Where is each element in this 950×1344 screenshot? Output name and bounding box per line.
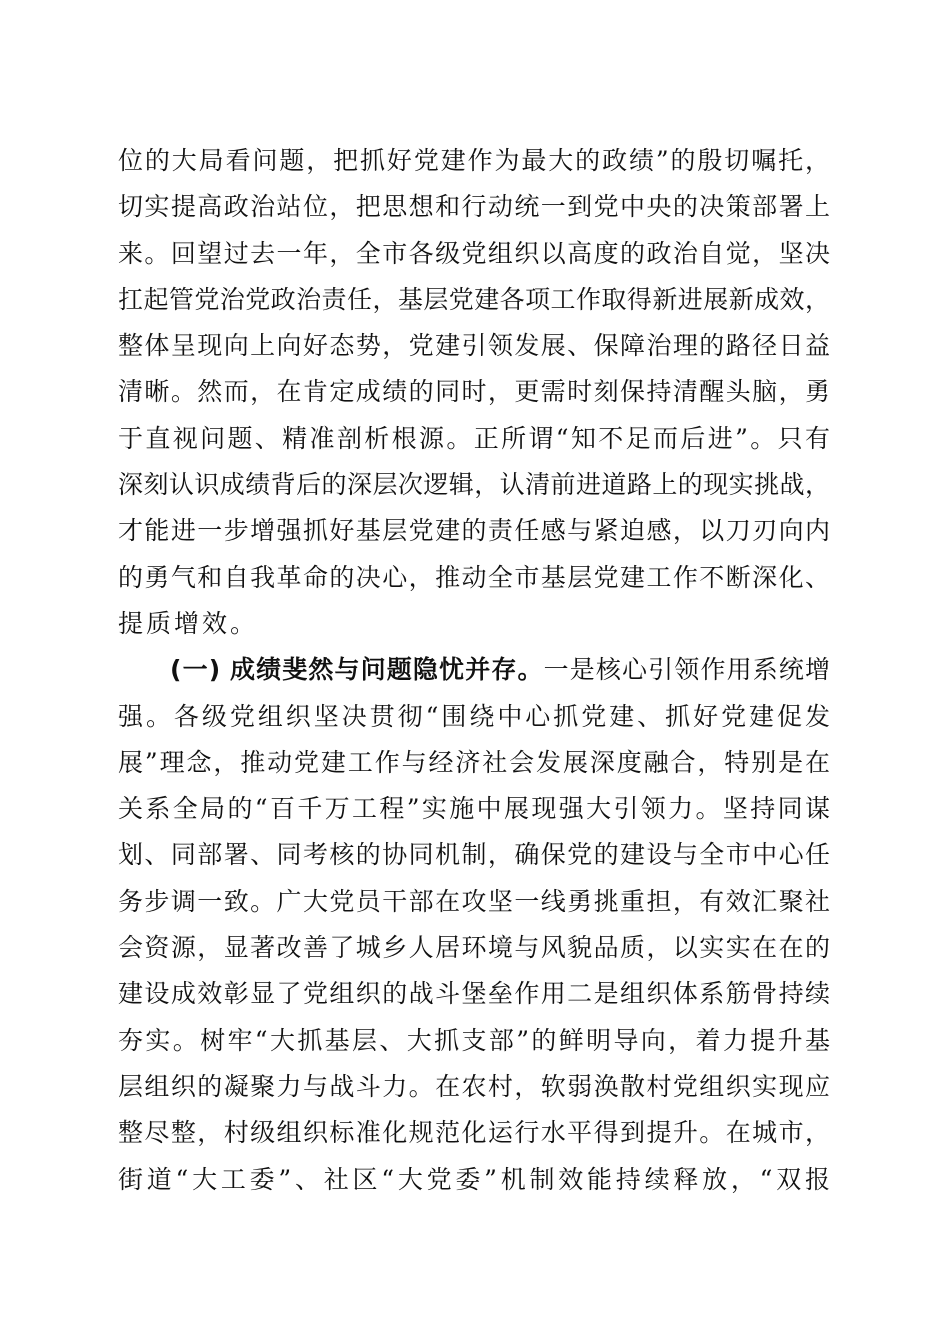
section-line: 整尽整，村级组织标准化规范化运行水平得到提升。在城市，	[118, 1118, 830, 1148]
body-line: 于直视问题、精准剖析根源。正所谓“知不足而后进”。只有	[118, 423, 830, 453]
body-line: 深刻认识成绩背后的深层次逻辑，认清前进道路上的现实挑战，	[118, 470, 830, 500]
section-line: 层组织的凝聚力与战斗力。在农村，软弱涣散村党组织实现应	[118, 1071, 830, 1101]
body-line: 扛起管党治党政治责任，基层党建各项工作取得新进展新成效，	[118, 284, 830, 314]
section-line: 街道“大工委”、社区“大党委”机制效能持续释放，“双报	[118, 1164, 830, 1194]
body-line: 切实提高政治站位，把思想和行动统一到党中央的决策部署上	[118, 192, 830, 222]
body-line: 位的大局看问题，把抓好党建作为最大的政绩”的殷切嘱托，	[118, 146, 830, 175]
section-line: 关系全局的“百千万工程”实施中展现强大引领力。坚持同谋	[118, 794, 830, 824]
section-heading: (一) 成绩斐然与问题隐忧并存。	[170, 655, 544, 685]
body-line: 的勇气和自我革命的决心，推动全市基层党建工作不断深化、	[118, 562, 830, 592]
section-line: 展”理念，推动党建工作与经济社会发展深度融合，特别是在	[118, 747, 830, 777]
section-line: 夯实。树牢“大抓基层、大抓支部”的鲜明导向，着力提升基	[118, 1025, 830, 1055]
section-first-line	[118, 647, 830, 693]
section-line: 务步调一致。广大党员干部在攻坚一线勇挑重担，有效汇聚社	[118, 886, 830, 916]
body-line: 整体呈现向上向好态势，党建引领发展、保障治理的路径日益	[118, 331, 830, 361]
document-body	[118, 138, 830, 1203]
section-line: 建设成效彰显了党组织的战斗堡垒作用二是组织体系筋骨持续	[118, 979, 830, 1009]
body-line: 才能进一步增强抓好基层党建的责任感与紧迫感，以刀刃向内	[118, 516, 830, 546]
body-line: 提质增效。	[118, 608, 259, 638]
body-line: 清晰。然而，在肯定成绩的同时，更需时刻保持清醒头脑，勇	[118, 377, 830, 407]
section-line: 强。各级党组织坚决贯彻“围绕中心抓党建、抓好党建促发	[118, 701, 830, 731]
section-line: 会资源，显著改善了城乡人居环境与风貌品质，以实实在在的	[118, 933, 830, 963]
body-line: 来。回望过去一年，全市各级党组织以高度的政治自觉，坚决	[118, 238, 830, 268]
section-first-line-text: 一是核心引领作用系统增	[543, 655, 830, 685]
section-line: 划、同部署、同考核的协同机制，确保党的建设与全市中心任	[118, 840, 830, 870]
